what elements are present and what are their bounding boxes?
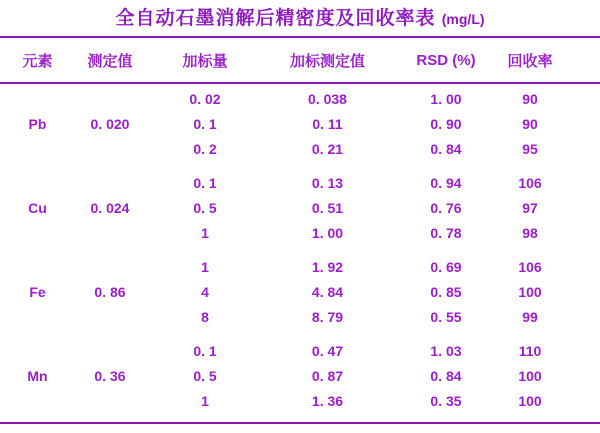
- col-header-measured: 测定值: [87, 52, 133, 70]
- element-cell: Fe: [29, 283, 46, 300]
- rsd-cell: 0. 94: [430, 174, 462, 191]
- element-cell: [0, 83, 75, 111]
- recovery-cell: 110: [518, 342, 542, 359]
- recovery-cell: 106: [518, 174, 542, 191]
- table-header: [0, 37, 600, 83]
- measured-cell: 0. 024: [90, 199, 130, 216]
- element-cell: Mn: [27, 367, 48, 384]
- spiked-measured-cell: 8. 79: [311, 308, 344, 325]
- element-group-cu: [0, 161, 600, 245]
- rsd-cell: 0. 69: [430, 258, 462, 275]
- spike-cell: 1: [201, 224, 209, 241]
- spiked-measured-cell: 0. 87: [311, 367, 344, 384]
- recovery-cell: 100: [518, 392, 542, 409]
- table-row: [0, 161, 600, 195]
- spiked-measured-cell: 0. 13: [311, 174, 344, 191]
- element-cell: [0, 329, 75, 363]
- table-row: [0, 111, 600, 136]
- recovery-cell: 90: [522, 115, 538, 132]
- measured-cell: [75, 161, 145, 195]
- spiked-measured-cell: 1. 00: [311, 224, 344, 241]
- header-row: [0, 37, 600, 83]
- spiked-measured-cell: 0. 21: [311, 140, 344, 157]
- rsd-cell: 0. 90: [430, 115, 462, 132]
- spiked-measured-cell: 1. 92: [311, 258, 344, 275]
- table-row: [0, 329, 600, 363]
- spike-cell: 8: [201, 308, 209, 325]
- element-group-pb: [0, 83, 600, 161]
- col-header-spiked-measured: 加标测定值: [289, 52, 365, 70]
- element-cell: [0, 136, 75, 161]
- recovery-cell: 97: [522, 199, 538, 216]
- col-header-recovery: 回收率: [507, 52, 553, 70]
- measured-cell: 0. 36: [94, 367, 126, 384]
- measured-cell: [75, 329, 145, 363]
- table-row: [0, 136, 600, 161]
- spiked-measured-cell: 0. 038: [308, 90, 347, 107]
- rsd-cell: 0. 78: [430, 224, 462, 241]
- rsd-cell: 0. 85: [430, 283, 462, 300]
- recovery-cell: 98: [522, 224, 538, 241]
- precision-recovery-table: [0, 36, 600, 424]
- spike-cell: 1: [201, 258, 209, 275]
- element-cell: [0, 220, 75, 245]
- element-cell: Pb: [28, 115, 47, 132]
- rsd-cell: 0. 55: [430, 308, 462, 325]
- rsd-cell: 0. 35: [430, 392, 462, 409]
- measured-cell: 0. 020: [90, 115, 130, 132]
- measured-cell: [75, 83, 145, 111]
- measured-cell: [75, 245, 145, 279]
- spike-cell: 0. 5: [193, 367, 217, 384]
- measured-cell: 0. 86: [94, 283, 126, 300]
- spike-cell: 0. 1: [193, 174, 217, 191]
- spiked-measured-cell: 0. 51: [311, 199, 344, 216]
- table-row: [0, 279, 600, 304]
- spike-cell: 0. 5: [193, 199, 217, 216]
- table-row: [0, 220, 600, 245]
- recovery-cell: 90: [522, 90, 538, 107]
- rsd-cell: 1. 03: [430, 342, 462, 359]
- table-row: [0, 388, 600, 423]
- col-header-rsd: RSD (%): [416, 51, 476, 69]
- element-cell: [0, 304, 75, 329]
- spike-cell: 0. 1: [193, 342, 217, 359]
- table-row: [0, 83, 600, 111]
- title-unit: (mg/L): [441, 11, 485, 27]
- element-cell: [0, 161, 75, 195]
- spiked-measured-cell: 0. 47: [311, 342, 344, 359]
- element-cell: Cu: [28, 199, 47, 216]
- col-header-spike: 加标量: [182, 52, 228, 70]
- recovery-cell: 106: [518, 258, 542, 275]
- col-header-element: 元素: [22, 52, 53, 70]
- page-title: [0, 0, 600, 36]
- rsd-cell: 0. 84: [430, 367, 462, 384]
- table-row: [0, 363, 600, 388]
- measured-cell: [75, 220, 145, 245]
- recovery-cell: 100: [518, 367, 542, 384]
- element-group-mn: [0, 329, 600, 423]
- measured-cell: [75, 388, 145, 423]
- rsd-cell: 0. 76: [430, 199, 462, 216]
- rsd-cell: 1. 00: [430, 90, 462, 107]
- recovery-cell: 100: [518, 283, 542, 300]
- element-group-fe: [0, 245, 600, 329]
- table-row: [0, 195, 600, 220]
- element-cell: [0, 245, 75, 279]
- spiked-measured-cell: 1. 36: [311, 392, 344, 409]
- recovery-cell: 95: [522, 140, 538, 157]
- spiked-measured-cell: 0. 11: [312, 115, 343, 132]
- recovery-cell: 99: [522, 308, 538, 325]
- measured-cell: [75, 136, 145, 161]
- spike-cell: 0. 02: [189, 90, 221, 107]
- spiked-measured-cell: 4. 84: [311, 283, 344, 300]
- spike-cell: 4: [201, 283, 209, 300]
- title-text: 全自动石墨消解后精密度及回收率表: [115, 8, 436, 29]
- spike-cell: 0. 2: [193, 140, 217, 157]
- element-cell: [0, 388, 75, 423]
- rsd-cell: 0. 84: [430, 140, 462, 157]
- spike-cell: 0. 1: [193, 115, 217, 132]
- measured-cell: [75, 304, 145, 329]
- spike-cell: 1: [201, 392, 209, 409]
- table-row: [0, 245, 600, 279]
- table-row: [0, 304, 600, 329]
